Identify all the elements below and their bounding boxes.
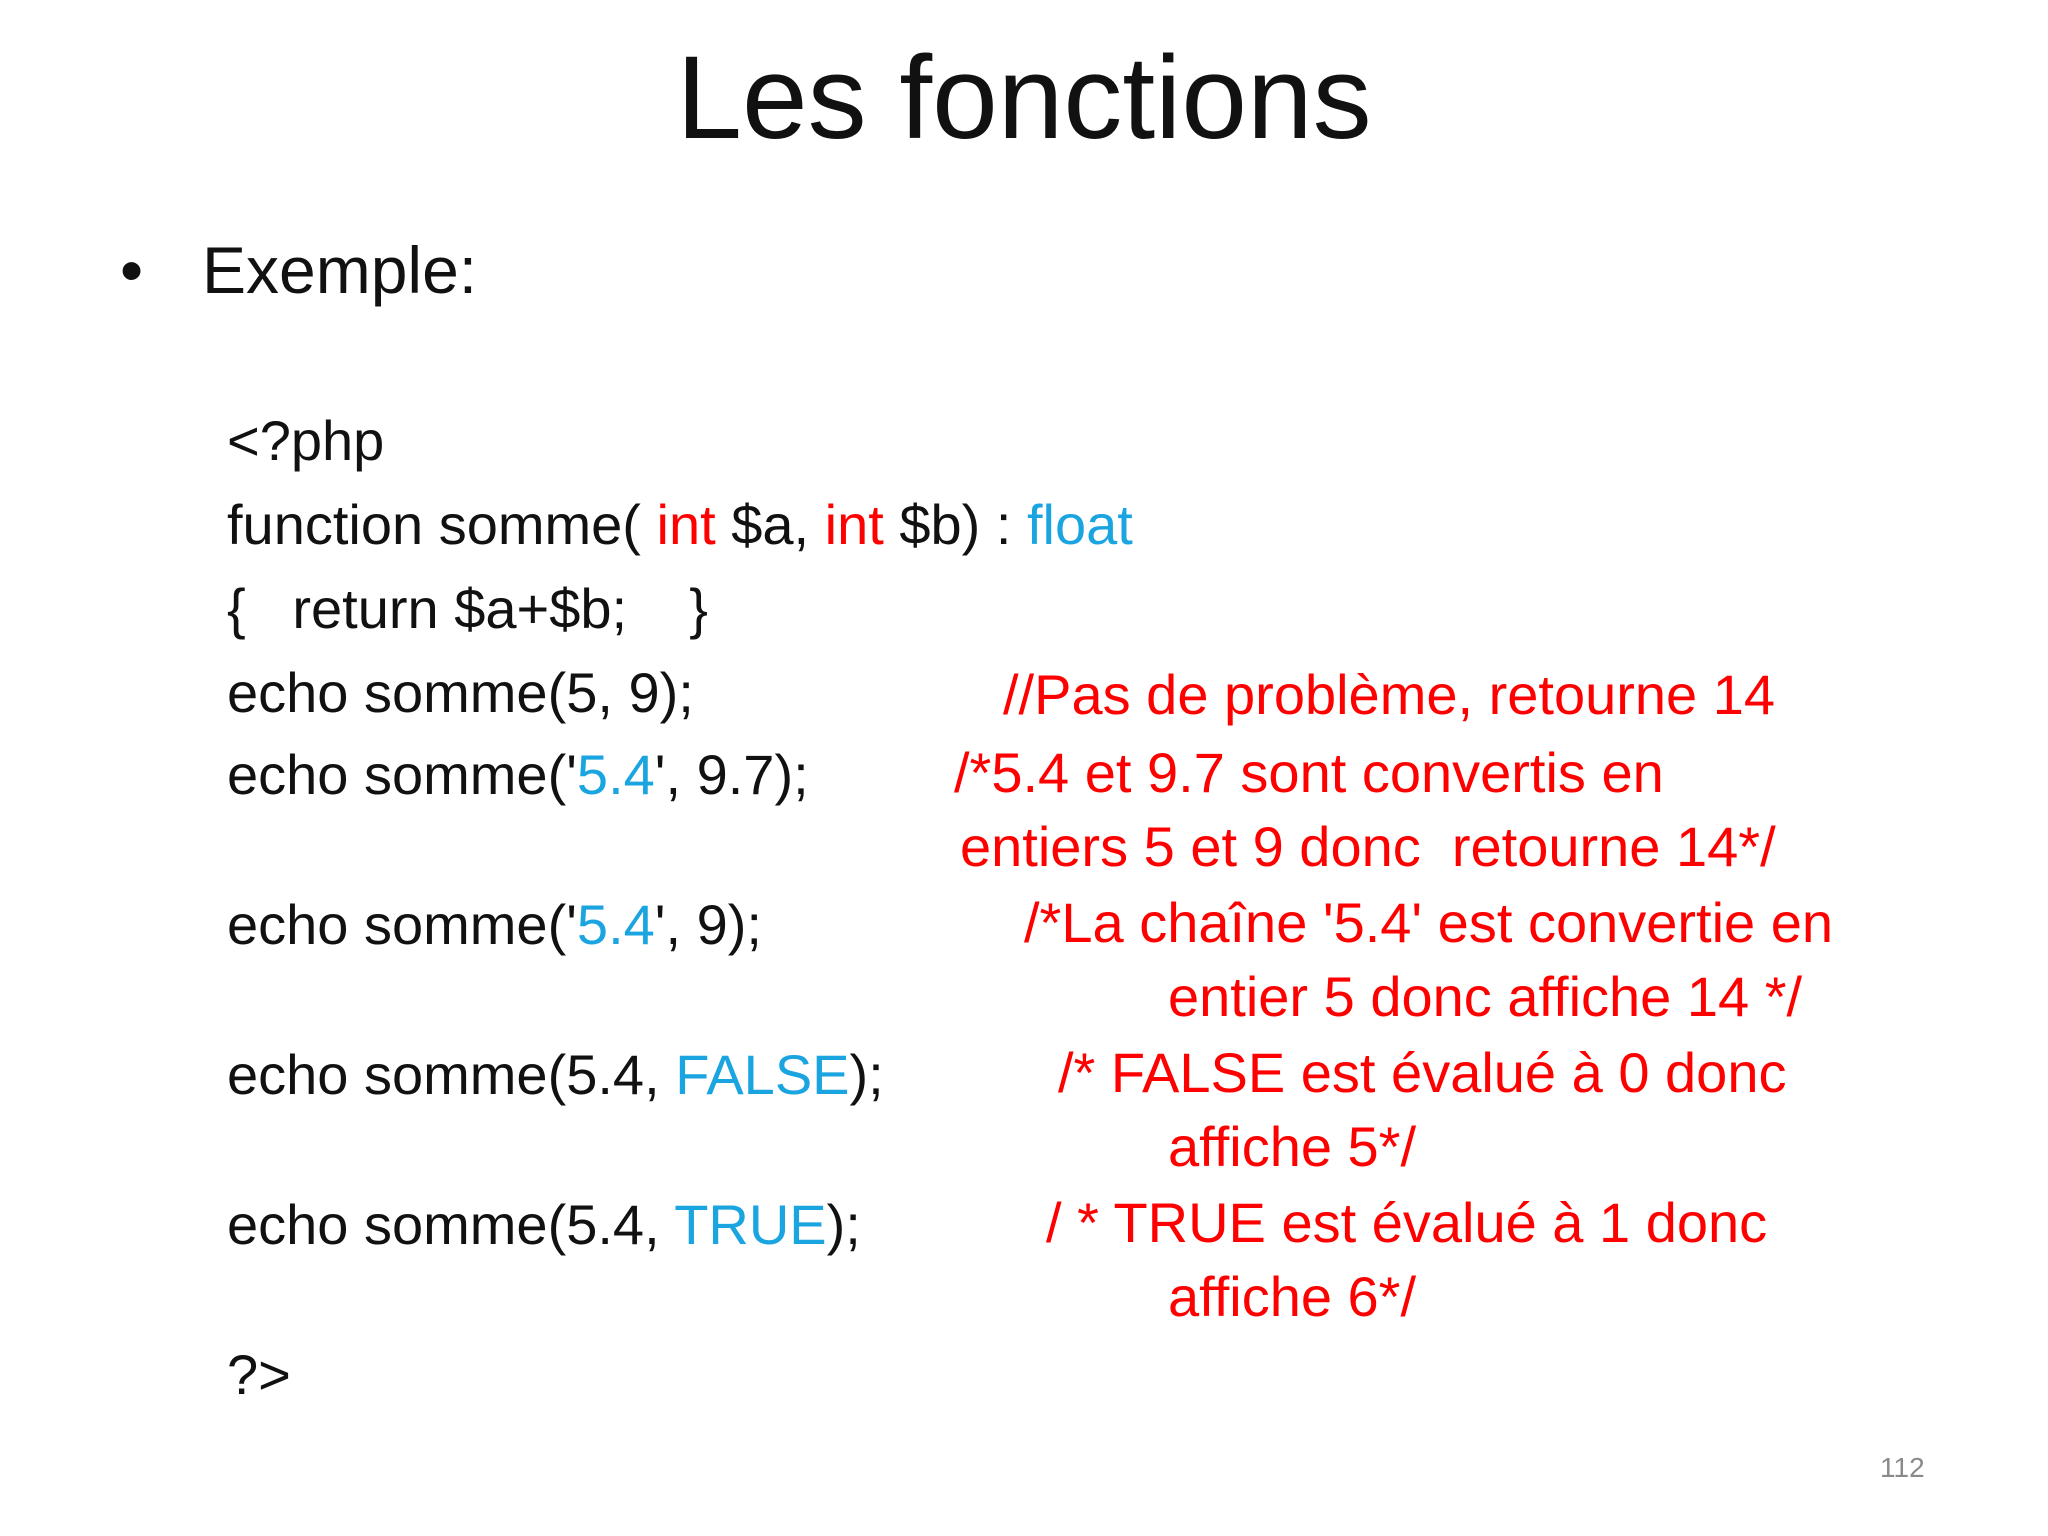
code-line-open-tag: <?php xyxy=(227,409,385,472)
comment-1: //Pas de problème, retourne 14 xyxy=(1003,663,1776,726)
code-line-call-1: echo somme(5, 9); xyxy=(227,661,694,724)
bullet-label: Exemple: xyxy=(202,233,478,307)
code-line-function-signature xyxy=(227,492,1133,558)
comment-2-line-2: entiers 5 et 9 donc retourne 14*/ xyxy=(960,815,1776,878)
return-type-keyword: float xyxy=(1026,493,1133,556)
code-text: echo somme(' xyxy=(227,893,577,956)
code-line-body: { return $a+$b; } xyxy=(227,577,709,640)
code-text: echo somme(5.4, xyxy=(227,1193,675,1256)
code-text: $a, xyxy=(715,493,825,556)
type-keyword: int xyxy=(656,493,716,556)
type-keyword: int xyxy=(824,493,884,556)
code-text: function somme( xyxy=(227,493,657,556)
comment-3-line-1: /*La chaîne '5.4' est convertie en xyxy=(1024,891,1834,954)
code-text: ); xyxy=(849,1043,884,1106)
code-line-close-tag: ?> xyxy=(227,1343,291,1406)
code-text: ); xyxy=(826,1193,861,1256)
comment-4-line-2: affiche 5*/ xyxy=(1168,1115,1417,1178)
string-literal: 5.4 xyxy=(576,743,655,806)
code-text: echo somme(5.4, xyxy=(227,1043,676,1106)
comment-2-line-1: /*5.4 et 9.7 sont convertis en xyxy=(954,741,1664,804)
comment-5-line-2: affiche 6*/ xyxy=(1168,1265,1417,1328)
boolean-literal: FALSE xyxy=(675,1043,850,1106)
slide-title: Les fonctions xyxy=(676,32,1372,164)
comment-3-line-2: entier 5 donc affiche 14 */ xyxy=(1168,965,1803,1028)
bullet-icon: • xyxy=(120,233,144,307)
comment-4-line-1: /* FALSE est évalué à 0 donc xyxy=(1058,1041,1787,1104)
code-line-call-3 xyxy=(227,892,762,958)
code-text: ', 9); xyxy=(654,893,762,956)
code-line-call-4 xyxy=(227,1042,884,1108)
page-number: 112 xyxy=(1880,1452,1925,1483)
code-line-call-5 xyxy=(227,1192,861,1258)
code-text: echo somme(' xyxy=(227,743,577,806)
string-literal: 5.4 xyxy=(576,893,655,956)
comment-5-line-1: / * TRUE est évalué à 1 donc xyxy=(1046,1191,1768,1254)
code-line-call-2 xyxy=(227,742,809,808)
code-text: ', 9.7); xyxy=(654,743,809,806)
code-text: $b) : xyxy=(883,493,1027,556)
boolean-literal: TRUE xyxy=(674,1193,827,1256)
